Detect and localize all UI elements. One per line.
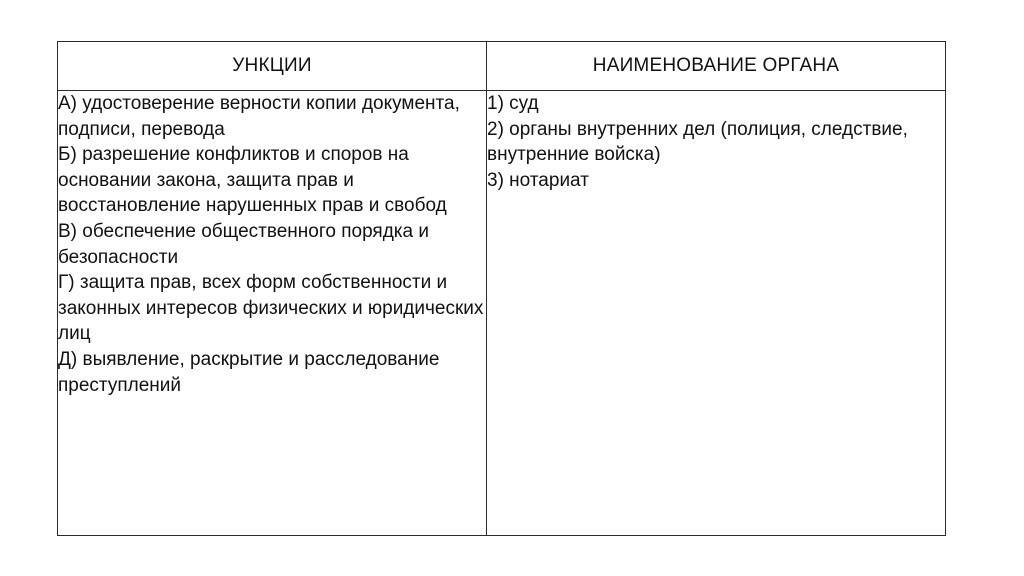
header-functions: УНКЦИИ	[58, 42, 487, 91]
organ-item-1: 1) суд	[487, 93, 539, 114]
function-item-b: Б) разрешение конфликтов и споров на основании закона, защита прав и восстановление нарушенных прав и свобод	[58, 144, 447, 217]
function-item-d: Д) выявление, раскрытие и расследование преступлений	[58, 348, 440, 396]
function-item-a: А) удостоверение верности копии документа, подписи, перевода	[58, 93, 460, 140]
functions-cell	[58, 91, 487, 536]
header-row	[58, 42, 946, 91]
function-item-v: В) обеспечение общественного порядка и безопасности	[58, 220, 429, 268]
organs-cell	[487, 91, 946, 536]
organ-item-3: 3) нотариат	[487, 169, 589, 191]
organ-item-2: 2) органы внутренних дел (полиция, следствие, внутренние войска)	[487, 118, 908, 166]
content-row	[58, 91, 946, 536]
matching-table	[57, 41, 946, 536]
header-organ-name: НАИМЕНОВАНИЕ ОРГАНА	[487, 42, 946, 91]
function-item-g: Г) защита прав, всех форм собственности и законных интересов физических и юридических лиц	[58, 272, 484, 345]
